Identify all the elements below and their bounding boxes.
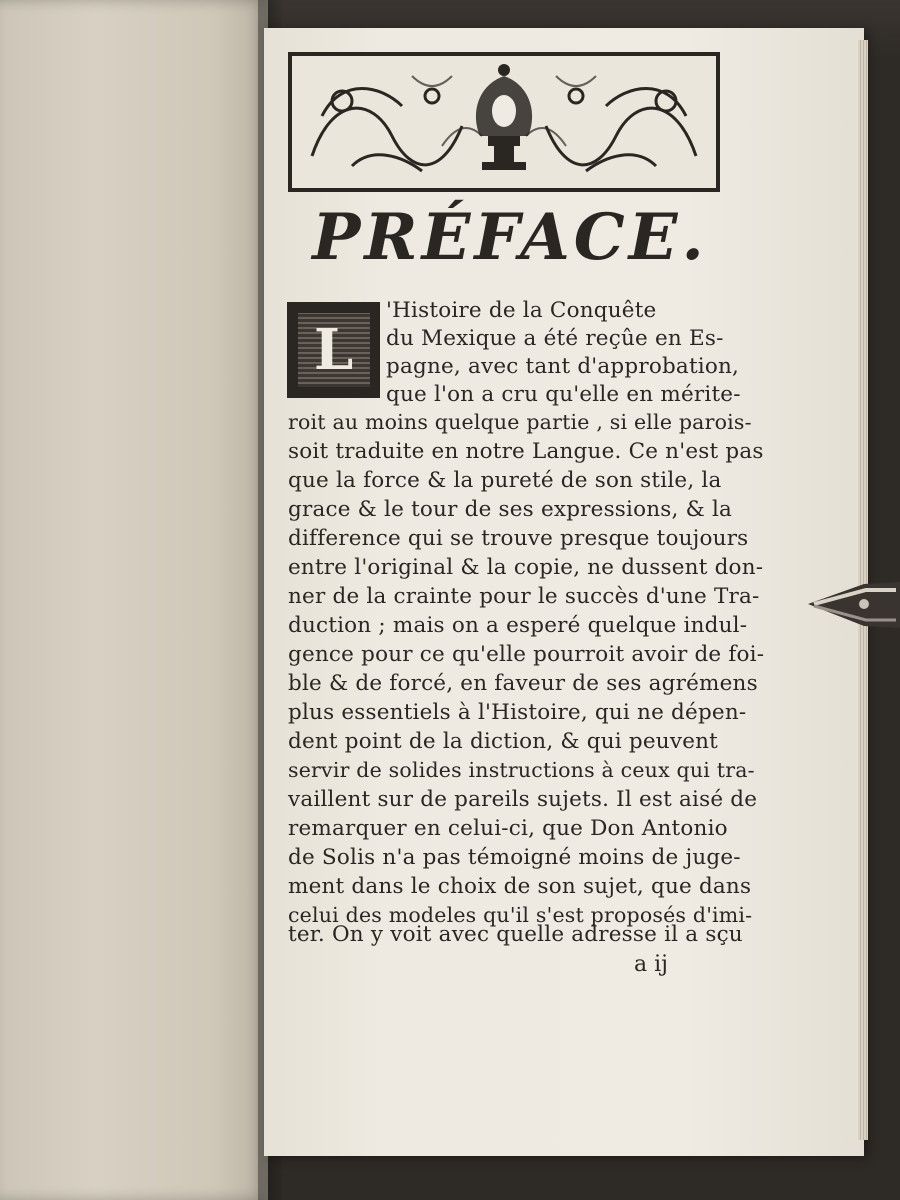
text-line: de Solis n'a pas témoigné moins de juge- [288, 845, 741, 870]
drop-cap-letter: L [298, 313, 370, 387]
text-line: que la force & la pureté de son stile, la [288, 468, 722, 493]
text-line: remarquer en celui-ci, que Don Antonio [288, 816, 728, 841]
text-line: ble & de forcé, en faveur de ses agrémens [288, 671, 758, 696]
text-line: dent point de la diction, & qui peuvent [288, 729, 718, 754]
text-line: soit traduite en notre Langue. Ce n'est pas [288, 439, 764, 464]
page-title: PRÉFACE. [312, 200, 708, 275]
text-line: que l'on a cru qu'elle en mérite- [386, 382, 741, 407]
text-line: entre l'original & la copie, ne dussent don- [288, 555, 764, 580]
facing-page [0, 0, 268, 1200]
text-line: celui des modeles qu'il s'est proposés d'imi- [288, 903, 753, 927]
text-line: vaillent sur de pareils sujets. Il est aisé de [288, 787, 758, 812]
text-line: ner de la crainte pour le succès d'une Tra- [288, 584, 760, 609]
text-line: ment dans le choix de son sujet, que dans [288, 874, 752, 899]
text-line: grace & le tour de ses expressions, & la [288, 497, 733, 522]
signature-mark: a ij [634, 952, 668, 977]
text-line: plus essentiels à l'Histoire, qui ne dépen- [288, 700, 747, 725]
text-line: duction ; mais on a esperé quelque indul- [288, 613, 748, 638]
text-line: 'Histoire de la Conquête [386, 298, 657, 323]
text-line: servir de solides instructions à ceux qui tra- [288, 758, 755, 782]
metal-page-clip [804, 574, 900, 636]
ornamental-initial [287, 302, 380, 398]
text-line: gence pour ce qu'elle pourroit avoir de foi- [288, 642, 765, 667]
text-line: ter. On y voit avec quelle adresse il a sçu [288, 922, 743, 947]
text-line: pagne, avec tant d'approbation, [386, 354, 740, 379]
ornamental-headpiece [288, 52, 720, 192]
text-line: roit au moins quelque partie , si elle parois- [288, 410, 752, 434]
text-line: du Mexique a été reçûe en Es- [386, 326, 724, 351]
text-line: difference qui se trouve presque toujours [288, 526, 749, 551]
